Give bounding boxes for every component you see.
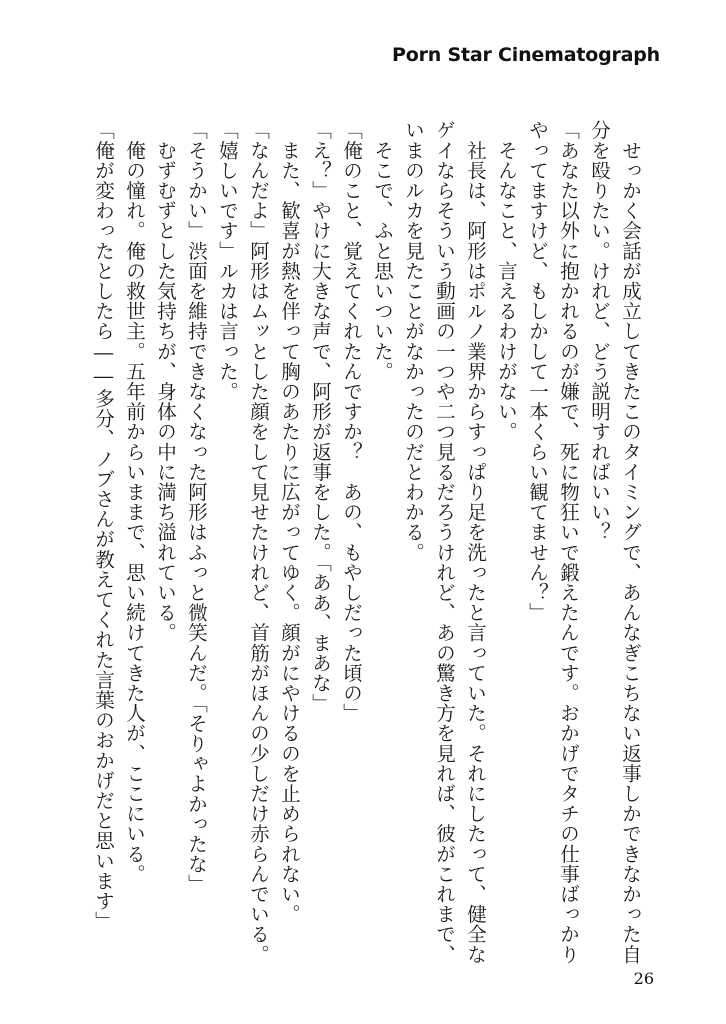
text-line: 「嬉しいです」ルカは言った。 — [216, 120, 239, 402]
text-line: やってますけど、もしかして一本くらい観てません？」 — [526, 120, 549, 623]
text-line: 「え？」やけに大きな声で、阿形が返事をした。「ああ、まあな」 — [309, 120, 332, 714]
text-line: 「あなた以外に抱かれるのが嫌で、死に物狂いで鍛えたんです。おかげでタチの仕事ばっかり — [557, 120, 580, 965]
text-line: ゲイならそういう動画の一つや二つ見るだろうけれど、あの驚き方を見れば、彼がこれまで、 — [433, 120, 456, 965]
text-line: 「なんだよ」阿形はムッとした顔をして見せたけれど、首筋がほんの少しだけ赤らんでいる。 — [247, 120, 270, 965]
text-line: 分を殴りたい。けれど、どう説明すればいい？ — [588, 120, 611, 543]
text-line: 「そうかい」渋面を維持できなくなった阿形はふっと微笑んだ。「そりゃよかったな」 — [185, 120, 208, 895]
text-line: 「俺が変わったとしたら――多分、ノブさんが教えてくれた言葉のおかげだと思います」 — [92, 120, 115, 931]
text-line: そこで、ふと思いついた。 — [371, 120, 394, 382]
text-line: いまのルカを見たことがなかったのだとわかる。 — [402, 120, 425, 563]
text-line: せっかく会話が成立してきたこのタイミングで、あんなぎこちない返事しかできなかった自 — [619, 120, 642, 965]
running-title: Porn Star Cinematograph — [391, 44, 660, 66]
text-line: 「俺のこと、覚えてくれたんですか？ あの、もやしだった頃の」 — [340, 120, 363, 723]
text-line: 社長は、阿形はポルノ業界からすっぱり足を洗ったと言っていた。それにしたって、健全な — [464, 120, 487, 965]
text-line: 俺の憧れ。俺の救世主。五年前からいままで、思い続けてきた人が、ここにいる。 — [123, 120, 146, 884]
text-line: また、歓喜が熱を伴って胸のあたりに広がってゆく。顔がにやけるのを止められない。 — [278, 120, 301, 924]
body-text — [76, 120, 646, 965]
page-number: 26 — [633, 969, 654, 988]
text-line: そんなこと、言えるわけがない。 — [495, 120, 518, 442]
text-line: むずむずとした気持ちが、身体の中に満ち溢れている。 — [154, 120, 177, 643]
